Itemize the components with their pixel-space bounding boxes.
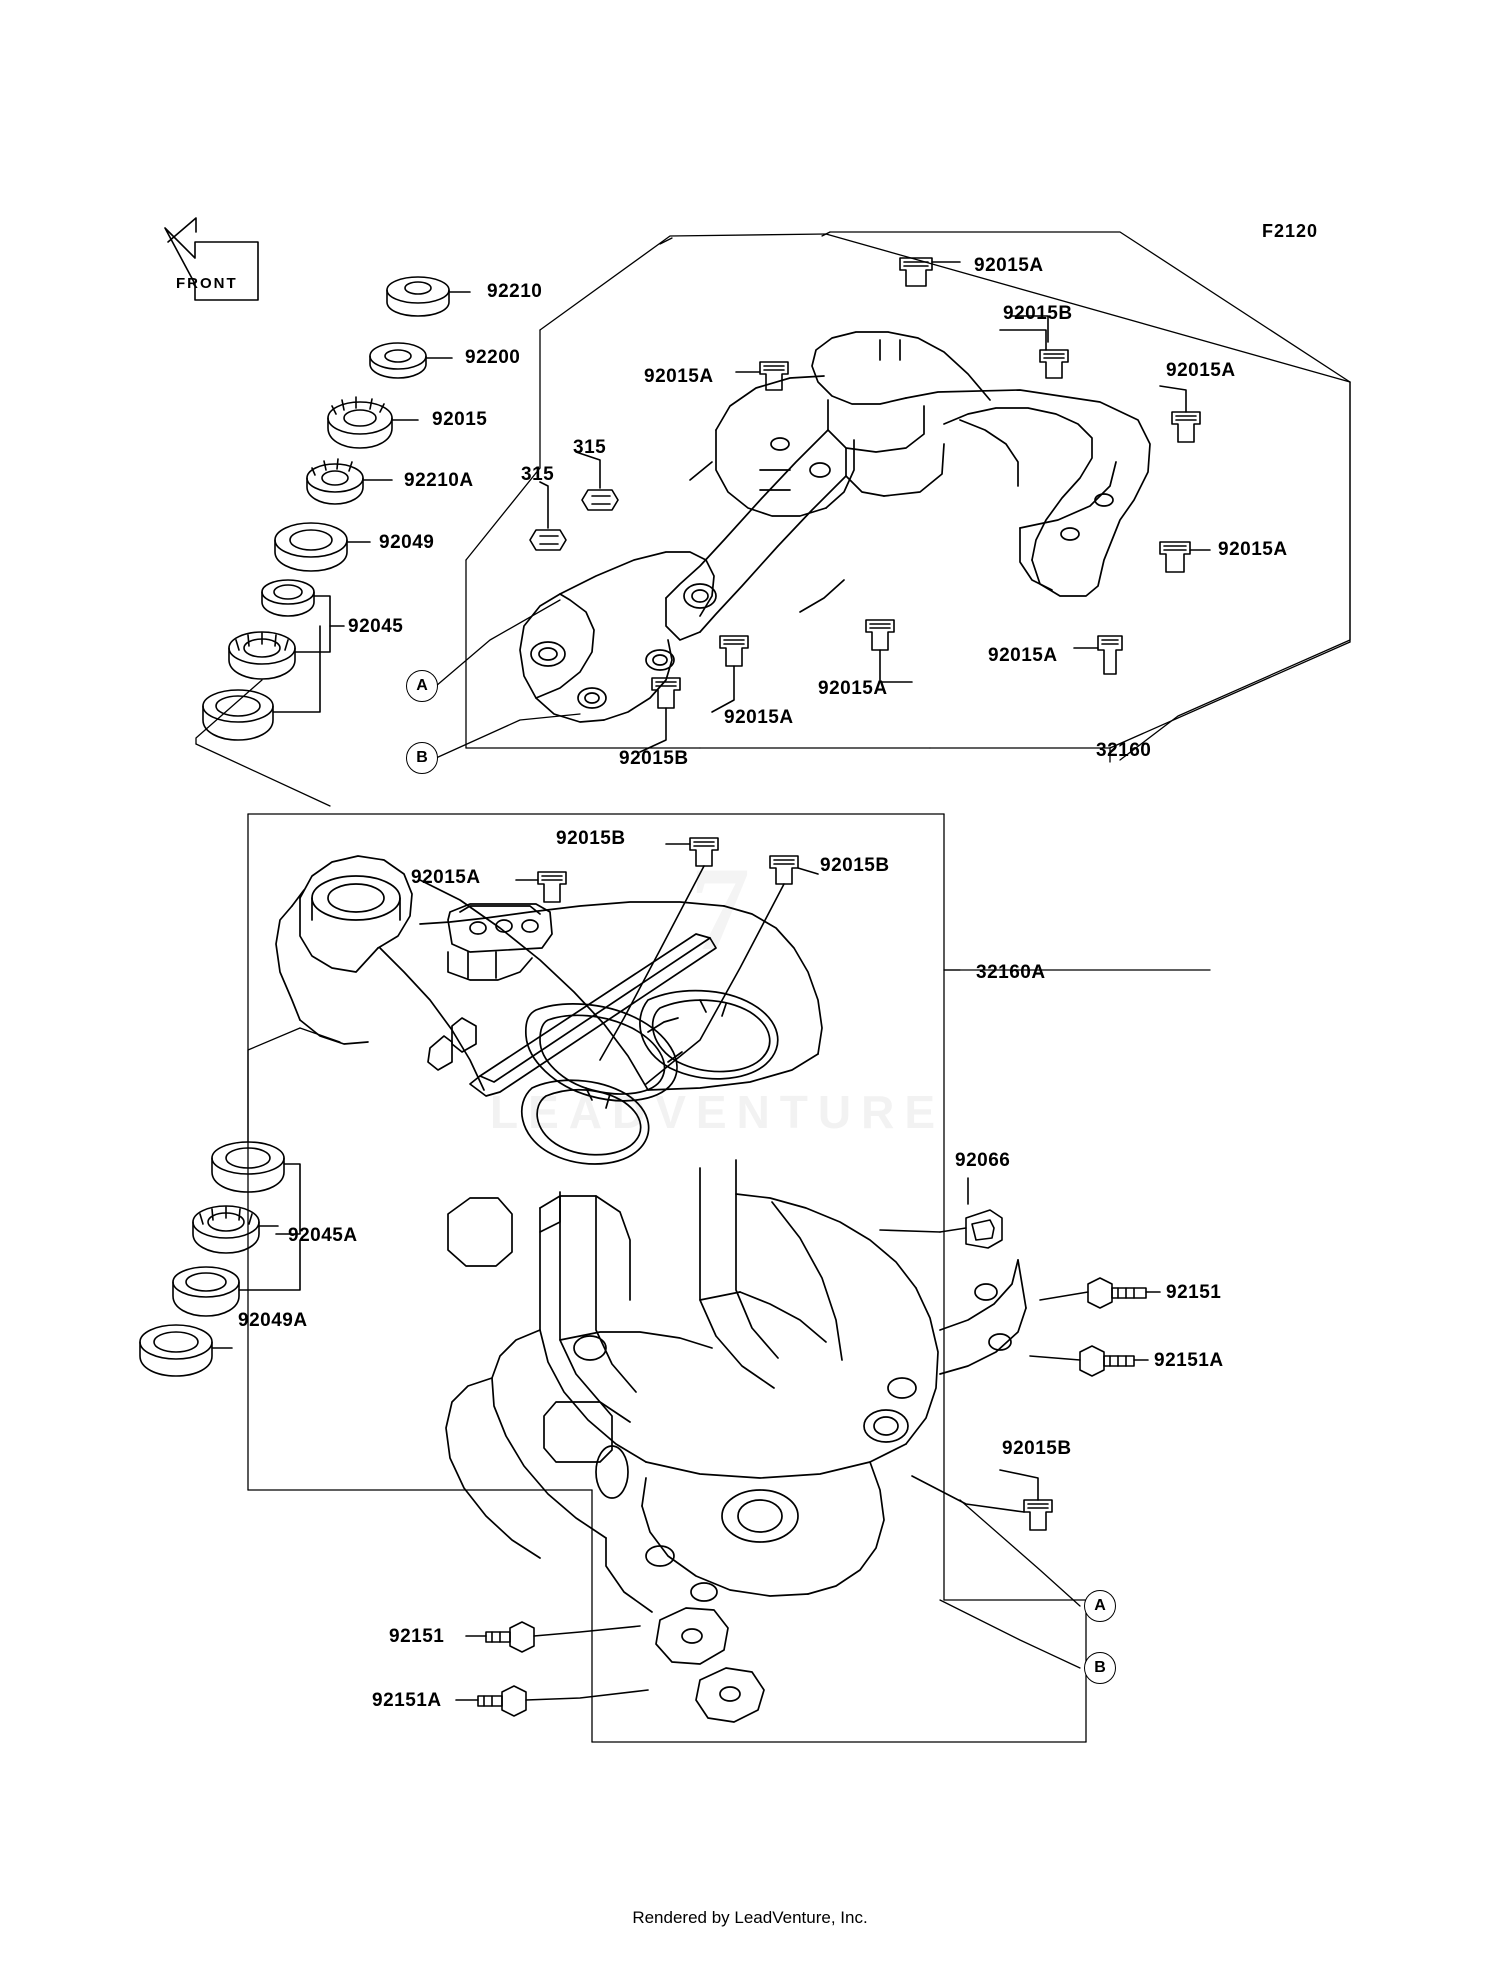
fastener-92015B-1 bbox=[1010, 316, 1068, 378]
leader-92045b bbox=[295, 626, 330, 652]
callout-92200: 92200 bbox=[465, 347, 521, 368]
callout-92015A-6: 92015A bbox=[818, 678, 888, 699]
callout-92015A-8: 92015A bbox=[411, 867, 481, 888]
callout-92066: 92066 bbox=[955, 1150, 1011, 1171]
fastener-92015A-5 bbox=[1074, 636, 1122, 674]
ref-a-top: A bbox=[406, 670, 438, 702]
callout-92015B-4: 92015B bbox=[820, 855, 890, 876]
fastener-92015A-1 bbox=[900, 258, 960, 286]
callout-92210A: 92210A bbox=[404, 470, 474, 491]
callout-92045: 92045 bbox=[348, 616, 404, 637]
callout-92015A-5: 92015A bbox=[988, 645, 1058, 666]
fastener-315-2 bbox=[530, 482, 566, 550]
fastener-92015B-2 bbox=[640, 678, 680, 752]
callout-92015A-3: 92015A bbox=[1166, 360, 1236, 381]
callout-315-2: 315 bbox=[521, 464, 555, 485]
part-92045-cup bbox=[203, 690, 273, 740]
part-92049A-seal bbox=[140, 1325, 212, 1376]
callout-92049A: 92049A bbox=[238, 1310, 308, 1331]
callout-92151-bottom: 92151 bbox=[389, 1626, 445, 1647]
part-92045A-bearing bbox=[193, 1206, 259, 1253]
footer-credit: Rendered by LeadVenture, Inc. bbox=[632, 1908, 868, 1927]
watermark-logo: 7 bbox=[690, 842, 750, 975]
callout-92151A-bottom: 92151A bbox=[372, 1690, 442, 1711]
fastener-315-1 bbox=[576, 452, 618, 510]
part-92015 bbox=[328, 397, 392, 448]
fastener-92015B-5 bbox=[912, 1470, 1052, 1530]
front-indicator-label: FRONT bbox=[176, 275, 238, 292]
part-92210 bbox=[387, 277, 449, 316]
callout-92015A-4: 92015A bbox=[1218, 539, 1288, 560]
fastener-92151A-bottom bbox=[478, 1686, 648, 1716]
front-indicator bbox=[150, 258, 245, 320]
fastener-92151-right bbox=[1040, 1278, 1146, 1308]
fastener-92015A-3 bbox=[1160, 386, 1200, 442]
callout-92015: 92015 bbox=[432, 409, 488, 430]
callout-92151A-right: 92151A bbox=[1154, 1350, 1224, 1371]
fastener-92015B-3 bbox=[666, 838, 718, 866]
fastener-92015A-4 bbox=[1160, 542, 1210, 572]
part-92210A bbox=[307, 459, 363, 504]
ref-a-bottom: A bbox=[1084, 1590, 1116, 1622]
assembly-32160-boundary bbox=[466, 234, 1350, 748]
callout-315-1: 315 bbox=[573, 437, 607, 458]
part-92045-bearing bbox=[229, 632, 295, 679]
watermark-text: LEADVENTURE bbox=[490, 1086, 946, 1138]
callout-92015A-2: 92015A bbox=[644, 366, 714, 387]
leader-92045a bbox=[314, 596, 344, 626]
callout-32160A: 32160A bbox=[976, 962, 1046, 983]
callout-92015B-5: 92015B bbox=[1002, 1438, 1072, 1459]
ref-b-bottom: B bbox=[1084, 1652, 1116, 1684]
part-92200 bbox=[370, 343, 426, 378]
fastener-92015A-6 bbox=[866, 620, 912, 682]
callout-92015A-7: 92015A bbox=[724, 707, 794, 728]
part-92049 bbox=[275, 523, 347, 571]
leader-92045A-1 bbox=[276, 1164, 300, 1234]
callout-32160: 32160 bbox=[1096, 740, 1152, 761]
fastener-92015A-8 bbox=[516, 872, 566, 902]
callout-92015B-2: 92015B bbox=[619, 748, 689, 769]
assembly-32160A-boundary bbox=[248, 814, 1210, 1742]
callout-92045A: 92045A bbox=[288, 1225, 358, 1246]
diagram-code: F2120 bbox=[1262, 221, 1319, 241]
callout-92210: 92210 bbox=[487, 281, 543, 302]
callout-92151-right: 92151 bbox=[1166, 1282, 1222, 1303]
ref-b-top: B bbox=[406, 742, 438, 774]
fastener-92015A-7 bbox=[712, 636, 748, 712]
callout-92015B-3: 92015B bbox=[556, 828, 626, 849]
callout-92015B-1: 92015B bbox=[1003, 303, 1073, 324]
fastener-92151A-right bbox=[1030, 1346, 1134, 1376]
callout-92015A-1: 92015A bbox=[974, 255, 1044, 276]
fastener-92151-bottom bbox=[486, 1622, 640, 1652]
leader-92045c bbox=[273, 626, 320, 712]
callout-92049: 92049 bbox=[379, 532, 435, 553]
part-92045-race bbox=[262, 580, 314, 616]
fastener-92066 bbox=[880, 1210, 1002, 1248]
part-92045A-cup bbox=[173, 1267, 239, 1316]
lower-frame-art bbox=[276, 856, 1026, 1722]
